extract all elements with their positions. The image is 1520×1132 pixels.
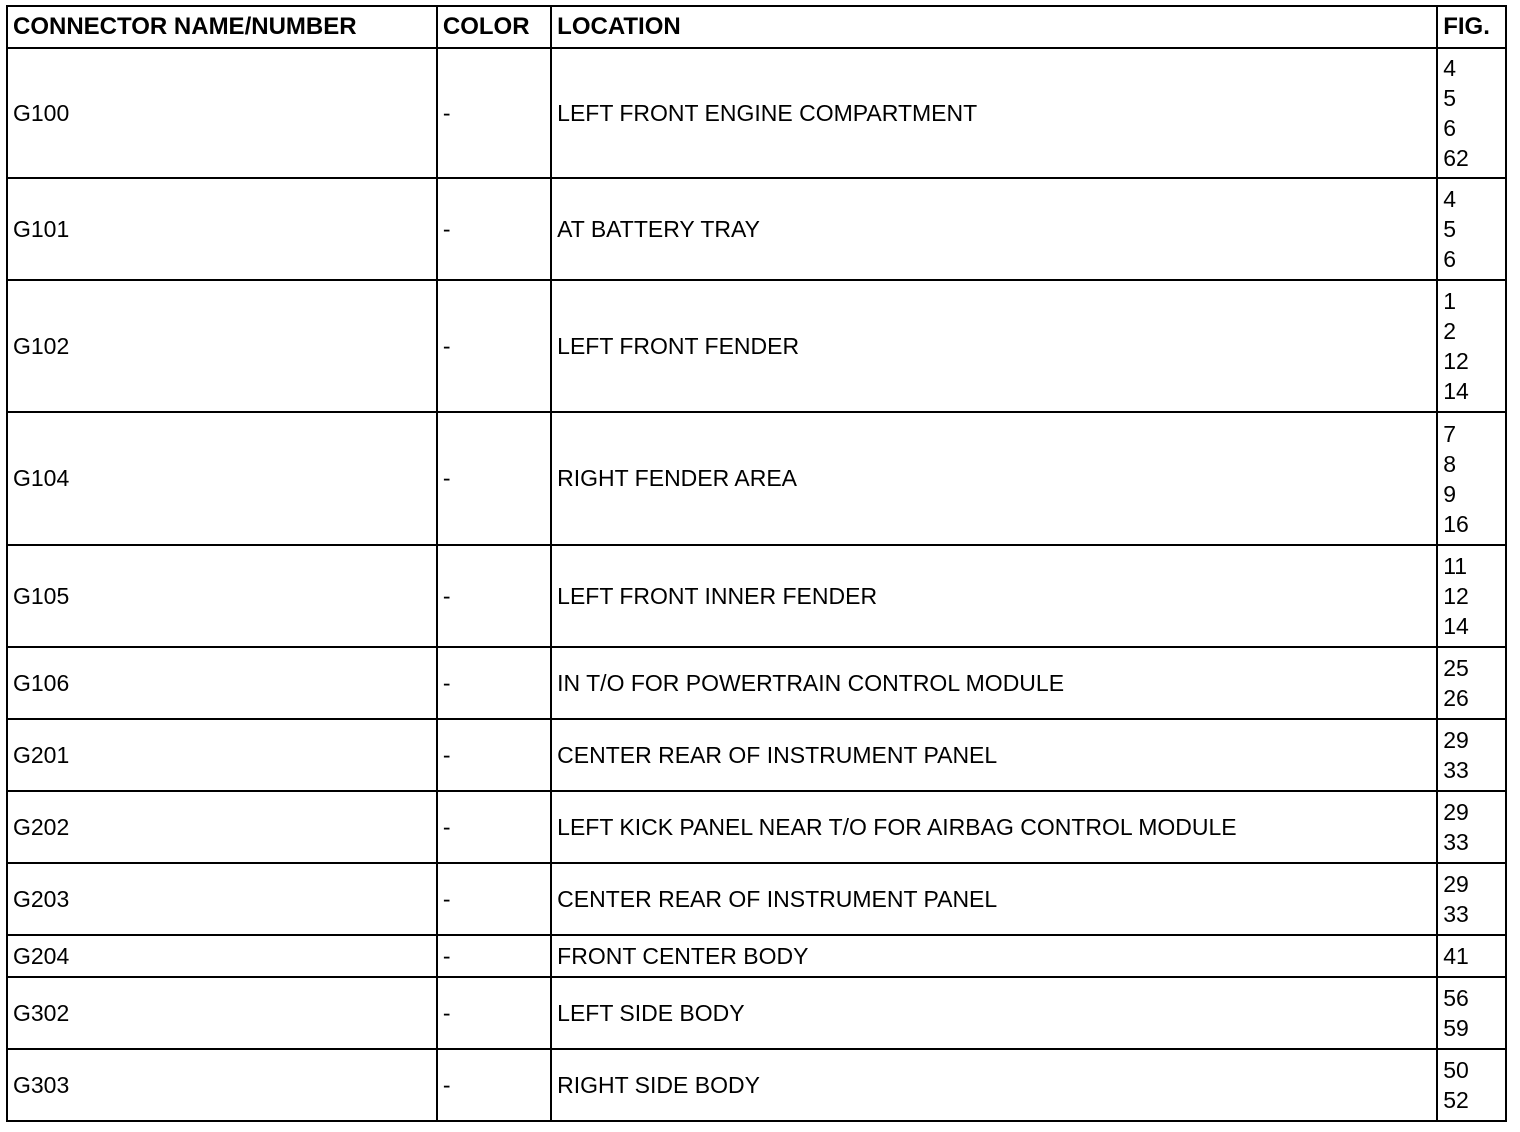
fig-number: 62 xyxy=(1443,145,1469,171)
fig-cell xyxy=(1437,935,1506,977)
fig-cell xyxy=(1437,280,1506,412)
fig-number: 2 xyxy=(1443,318,1456,344)
connector-name-cell: G105 xyxy=(7,545,437,647)
fig-number: 5 xyxy=(1443,216,1456,242)
table-row xyxy=(7,791,1506,863)
fig-number: 8 xyxy=(1443,450,1456,477)
fig-number: 41 xyxy=(1443,943,1469,969)
table-row xyxy=(7,178,1506,280)
fig-number: 33 xyxy=(1443,901,1469,927)
fig-number: 9 xyxy=(1443,480,1456,507)
connector-table xyxy=(6,5,1507,1122)
color-cell: - xyxy=(437,647,551,719)
fig-number: 12 xyxy=(1443,348,1469,374)
connector-name-cell: G100 xyxy=(7,48,437,178)
location-cell: LEFT FRONT ENGINE COMPARTMENT xyxy=(551,48,1437,178)
connector-name-cell: G101 xyxy=(7,178,437,280)
table-row xyxy=(7,280,1506,412)
fig-number: 6 xyxy=(1443,115,1456,141)
fig-number: 14 xyxy=(1443,378,1469,404)
header-fig: FIG. xyxy=(1437,6,1506,48)
fig-number: 50 xyxy=(1443,1057,1469,1083)
fig-number: 33 xyxy=(1443,757,1469,783)
color-cell: - xyxy=(437,178,551,280)
fig-cell xyxy=(1437,1049,1506,1121)
color-cell: - xyxy=(437,412,551,545)
color-cell: - xyxy=(437,863,551,935)
header-location: LOCATION xyxy=(551,6,1437,48)
fig-cell xyxy=(1437,647,1506,719)
location-cell: LEFT SIDE BODY xyxy=(551,977,1437,1049)
connector-name-cell: G104 xyxy=(7,412,437,545)
fig-number: 6 xyxy=(1443,246,1456,272)
location-cell: AT BATTERY TRAY xyxy=(551,178,1437,280)
connector-name-cell: G201 xyxy=(7,719,437,791)
fig-number: 33 xyxy=(1443,829,1469,855)
fig-number: 12 xyxy=(1443,583,1469,609)
color-cell: - xyxy=(437,545,551,647)
fig-number: 14 xyxy=(1443,613,1469,639)
fig-number: 29 xyxy=(1443,727,1469,753)
location-cell: CENTER REAR OF INSTRUMENT PANEL xyxy=(551,863,1437,935)
fig-number: 25 xyxy=(1443,655,1469,681)
header-connector-name: CONNECTOR NAME/NUMBER xyxy=(7,6,437,48)
table-body xyxy=(7,48,1506,1121)
color-cell: - xyxy=(437,977,551,1049)
fig-number: 29 xyxy=(1443,799,1469,825)
fig-cell xyxy=(1437,545,1506,647)
fig-cell xyxy=(1437,48,1506,178)
connector-name-cell: G106 xyxy=(7,647,437,719)
fig-cell xyxy=(1437,412,1506,545)
fig-number: 4 xyxy=(1443,186,1456,212)
fig-number: 5 xyxy=(1443,85,1456,111)
location-cell: IN T/O FOR POWERTRAIN CONTROL MODULE xyxy=(551,647,1437,719)
location-cell: FRONT CENTER BODY xyxy=(551,935,1437,977)
fig-number: 59 xyxy=(1443,1015,1469,1041)
fig-number: 1 xyxy=(1443,288,1456,314)
color-cell: - xyxy=(437,1049,551,1121)
fig-cell xyxy=(1437,719,1506,791)
table-row xyxy=(7,545,1506,647)
connector-name-cell: G102 xyxy=(7,280,437,412)
fig-number: 26 xyxy=(1443,685,1469,711)
connector-name-cell: G302 xyxy=(7,977,437,1049)
fig-cell xyxy=(1437,977,1506,1049)
location-cell: CENTER REAR OF INSTRUMENT PANEL xyxy=(551,719,1437,791)
table-row xyxy=(7,647,1506,719)
location-cell: LEFT FRONT INNER FENDER xyxy=(551,545,1437,647)
fig-number: 52 xyxy=(1443,1087,1469,1113)
table-row xyxy=(7,863,1506,935)
location-cell: LEFT KICK PANEL NEAR T/O FOR AIRBAG CONTROL MODULE xyxy=(551,791,1437,863)
color-cell: - xyxy=(437,791,551,863)
table-row xyxy=(7,48,1506,178)
location-cell: RIGHT FENDER AREA xyxy=(551,412,1437,545)
table-row xyxy=(7,412,1506,545)
color-cell: - xyxy=(437,48,551,178)
fig-cell xyxy=(1437,178,1506,280)
color-cell: - xyxy=(437,719,551,791)
header-row xyxy=(7,6,1506,48)
location-cell: RIGHT SIDE BODY xyxy=(551,1049,1437,1121)
table-row xyxy=(7,1049,1506,1121)
fig-number: 56 xyxy=(1443,985,1469,1011)
table-row xyxy=(7,977,1506,1049)
header-color: COLOR xyxy=(437,6,551,48)
fig-cell xyxy=(1437,791,1506,863)
color-cell: - xyxy=(437,935,551,977)
connector-name-cell: G204 xyxy=(7,935,437,977)
location-cell: LEFT FRONT FENDER xyxy=(551,280,1437,412)
fig-number: 29 xyxy=(1443,871,1469,897)
fig-number: 4 xyxy=(1443,55,1456,81)
connector-name-cell: G303 xyxy=(7,1049,437,1121)
table-row xyxy=(7,719,1506,791)
color-cell: - xyxy=(437,280,551,412)
fig-number: 7 xyxy=(1443,420,1456,447)
fig-number: 11 xyxy=(1443,553,1468,579)
connector-name-cell: G202 xyxy=(7,791,437,863)
fig-cell xyxy=(1437,863,1506,935)
connector-name-cell: G203 xyxy=(7,863,437,935)
table-row xyxy=(7,935,1506,977)
fig-number: 16 xyxy=(1443,510,1469,537)
